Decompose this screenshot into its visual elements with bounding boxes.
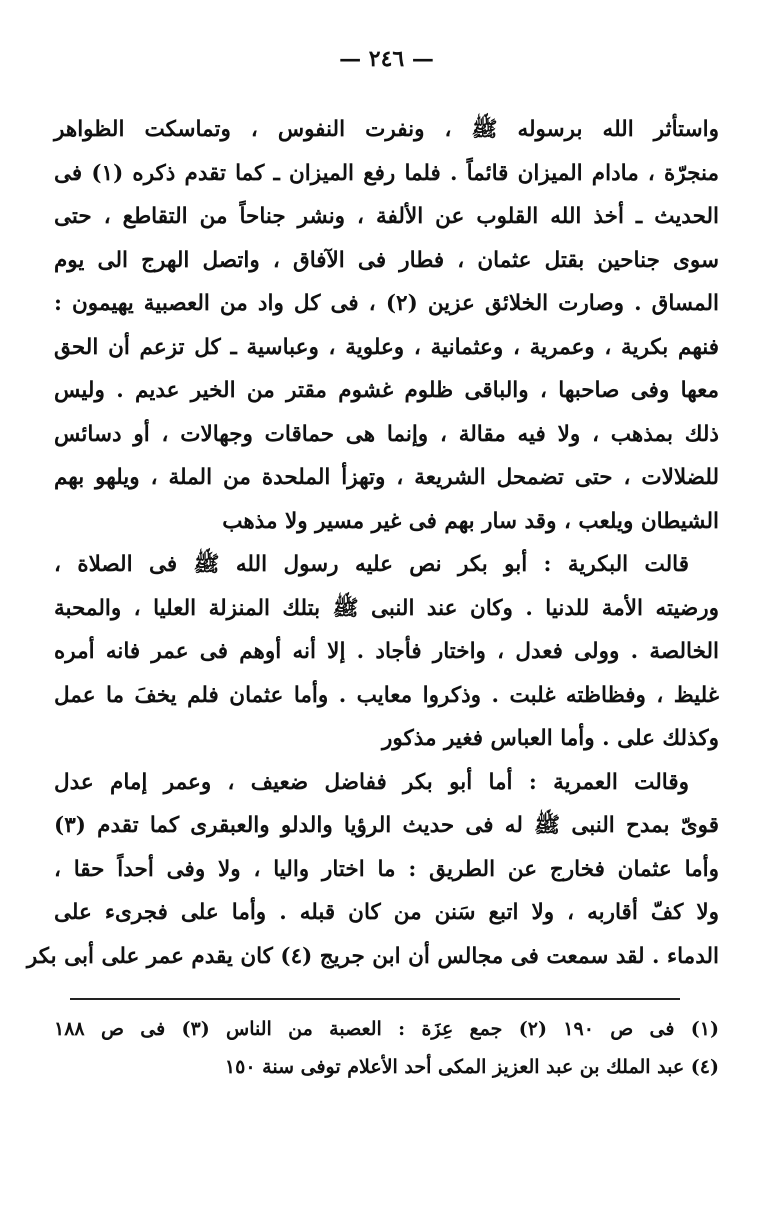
text-line: قوىّ بمدح النبى ﷺ له فى حديث الرؤيا والدلو والعبقرى كما تقدم (٣) bbox=[54, 813, 719, 838]
text-line: الحديث ـ أخذ الله القلوب عن الألفة ، ونشر جناحاً من التقاطع ، حتى bbox=[54, 204, 719, 229]
text-line: المساق . وصارت الخلائق عزين (٢) ، فى كل واد من العصبية يهيمون : bbox=[54, 291, 719, 316]
text-line: ورضيته الأمة للدنيا . وكان عند النبى ﷺ بتلك المنزلة العليا ، والمحبة bbox=[54, 595, 719, 621]
text-line: وكذلك على . وأما العباس فغير مذكور bbox=[382, 726, 719, 751]
text-line: منجرّة ، مادام الميزان قائماً . فلما رفع الميزان ـ كما تقدم ذكره (١) فى bbox=[54, 160, 719, 186]
text-line: للضلالات ، حتى تضمحل الشريعة ، وتهزأ الملحدة من الملة ، ويلهو بهم bbox=[54, 465, 719, 490]
text-line: معها وفى صاحبها ، والباقى ظلوم غشوم مقتر من الخير عديم . وليس bbox=[54, 378, 719, 403]
text-line: الشيطان ويلعب ، وقد سار بهم فى غير مسير ولا مذهب bbox=[222, 508, 719, 534]
text-line: الدماء . لقد سمعت فى مجالس أن ابن جريج (٤) كان يقدم عمر على أبى بكر bbox=[26, 943, 719, 969]
body-text bbox=[26, 108, 719, 978]
text-line: واستأثر الله برسوله ﷺ ، ونفرت النفوس ، وتماسكت الظواهر bbox=[54, 117, 719, 142]
text-line: سوى جناحين بقتل عثمان ، فطار فى الآفاق ، واتصل الهرج الى يوم bbox=[54, 247, 719, 273]
text-line: ذلك بمذهب ، ولا فيه مقالة ، وإنما هى حماقات وجهالات ، أو دسائس bbox=[54, 421, 719, 447]
page-number: — ٢٤٦ — bbox=[339, 46, 434, 72]
text-line: ولا كفّ أقاربه ، ولا اتبع سَنن من كان قبله . وأما على فجرىء على bbox=[54, 900, 719, 925]
text-line: وأما عثمان فخارج عن الطريق : ما اختار واليا ، ولا وفى أحداً حقا ، bbox=[54, 856, 719, 882]
text-line: قالت البكرية : أبو بكر نص عليه رسول الله ﷺ فى الصلاة ، bbox=[54, 552, 689, 577]
footnote-line: (١) فى ص ١٩٠ (٢) جمع عِزَة : العصبة من الناس (٣) فى ص ١٨٨ bbox=[54, 1018, 720, 1040]
footnotes bbox=[54, 1010, 719, 1086]
footnote-divider bbox=[70, 998, 680, 1000]
footnote-line: (٤) عبد الملك بن عبد العزيز المكى أحد الأعلام توفى سنة ١٥٠ bbox=[224, 1056, 719, 1078]
text-line: فنهم بكرية ، وعمرية ، وعثمانية ، وعلوية ، وعباسية ـ كل تزعم أن الحق bbox=[54, 334, 719, 360]
text-line: وقالت العمرية : أما أبو بكر ففاضل ضعيف ، وعمر إمام عدل bbox=[54, 769, 689, 795]
text-line: غليظ ، وفظاظته غلبت . وذكروا معايب . وأما عثمان فلم يخفَ ما عمل bbox=[54, 682, 719, 708]
text-line: الخالصة . وولى فعدل ، واختار فأجاد . إلا أنه أوهم فى عمر فانه أمره bbox=[54, 639, 719, 664]
